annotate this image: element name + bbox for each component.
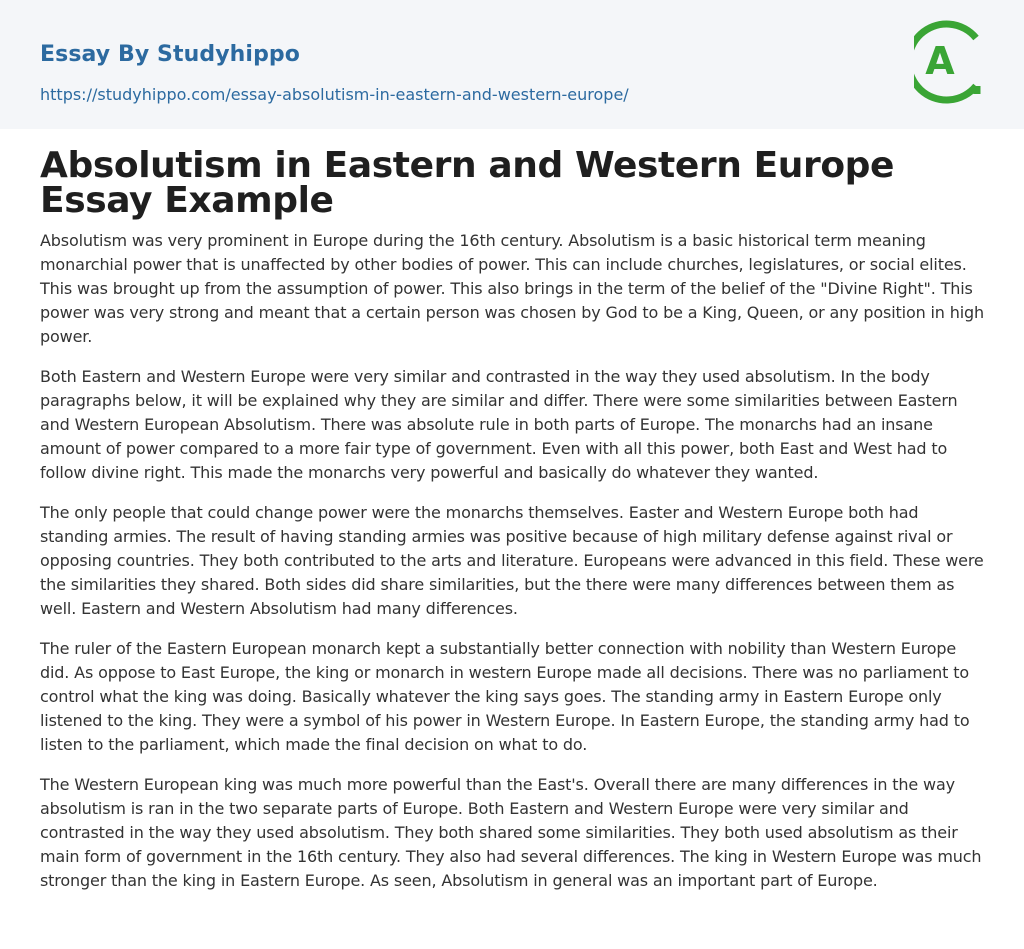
essay-title: Absolutism in Eastern and Western Europe Essay Example xyxy=(40,145,895,221)
site-header xyxy=(0,0,1024,129)
source-url-link[interactable]: https://studyhippo.com/essay-absolutism-in-eastern-and-western-europe/ xyxy=(40,85,629,104)
essay-paragraph: The only people that could change power were the monarchs themselves. Easter and Western Europe both had standing armies. The result of having standing armies was positive because of high military defense against rival or opposing countries. They both contributed to the arts and literature. Europeans were advanced in this field. These were the similarities they shared. Both sides did share similarities, but the there were many differences between them as well. Eastern and Western Absolutism had many differences. xyxy=(40,503,984,618)
essay-paragraph: Absolutism was very prominent in Europe during the 16th century. Absolutism is a basic historical term meaning monarchial power that is unaffected by other bodies of power. This can include churches, legislatures, or social elites. This was brought up from the assumption of power. This also brings in the term of the belief of the "Divine Right". This power was very strong and meant that a certain person was chosen by God to be a King, Queen, or any position in high power. xyxy=(40,231,985,346)
essay-body xyxy=(40,229,988,909)
studyhippo-logo-icon[interactable] xyxy=(914,20,986,106)
essay-paragraph: The ruler of the Eastern European monarch kept a substantially better connection with nobility than Western Europe did. As oppose to East Europe, the king or monarch in western Europe made all decisions. There was no parliament to control what the king was doing. Basically whatever the king says goes. The standing army in Eastern Europe only listened to the king. They were a symbol of his power in Western Europe. In Eastern Europe, the standing army had to listen to the parliament, which made the final decision on what to do. xyxy=(40,639,970,754)
brand-title[interactable]: Essay By Studyhippo xyxy=(40,42,300,67)
essay-paragraph: The Western European king was much more powerful than the East's. Overall there are many differences in the way absolutism is ran in the two separate parts of Europe. Both Eastern and Western Europe were very similar and contrasted in the way they used absolutism. They both shared some similarities. They both used absolutism as their main form of government in the 16th century. They also had several differences. The king in Western Europe was much stronger than the king in Eastern Europe. As seen, Absolutism in general was an important part of Europe. xyxy=(40,775,982,890)
logo-letter: A xyxy=(925,39,955,83)
essay-paragraph: Both Eastern and Western Europe were very similar and contrasted in the way they used absolutism. In the body paragraphs below, it will be explained why they are similar and differ. There were some similarities between Eastern and Western European Absolutism. There was absolute rule in both parts of Europe. The monarchs had an insane amount of power compared to a more fair type of government. Even with all this power, both East and West had to follow divine right. This made the monarchs very powerful and basically do whatever they wanted. xyxy=(40,367,958,482)
